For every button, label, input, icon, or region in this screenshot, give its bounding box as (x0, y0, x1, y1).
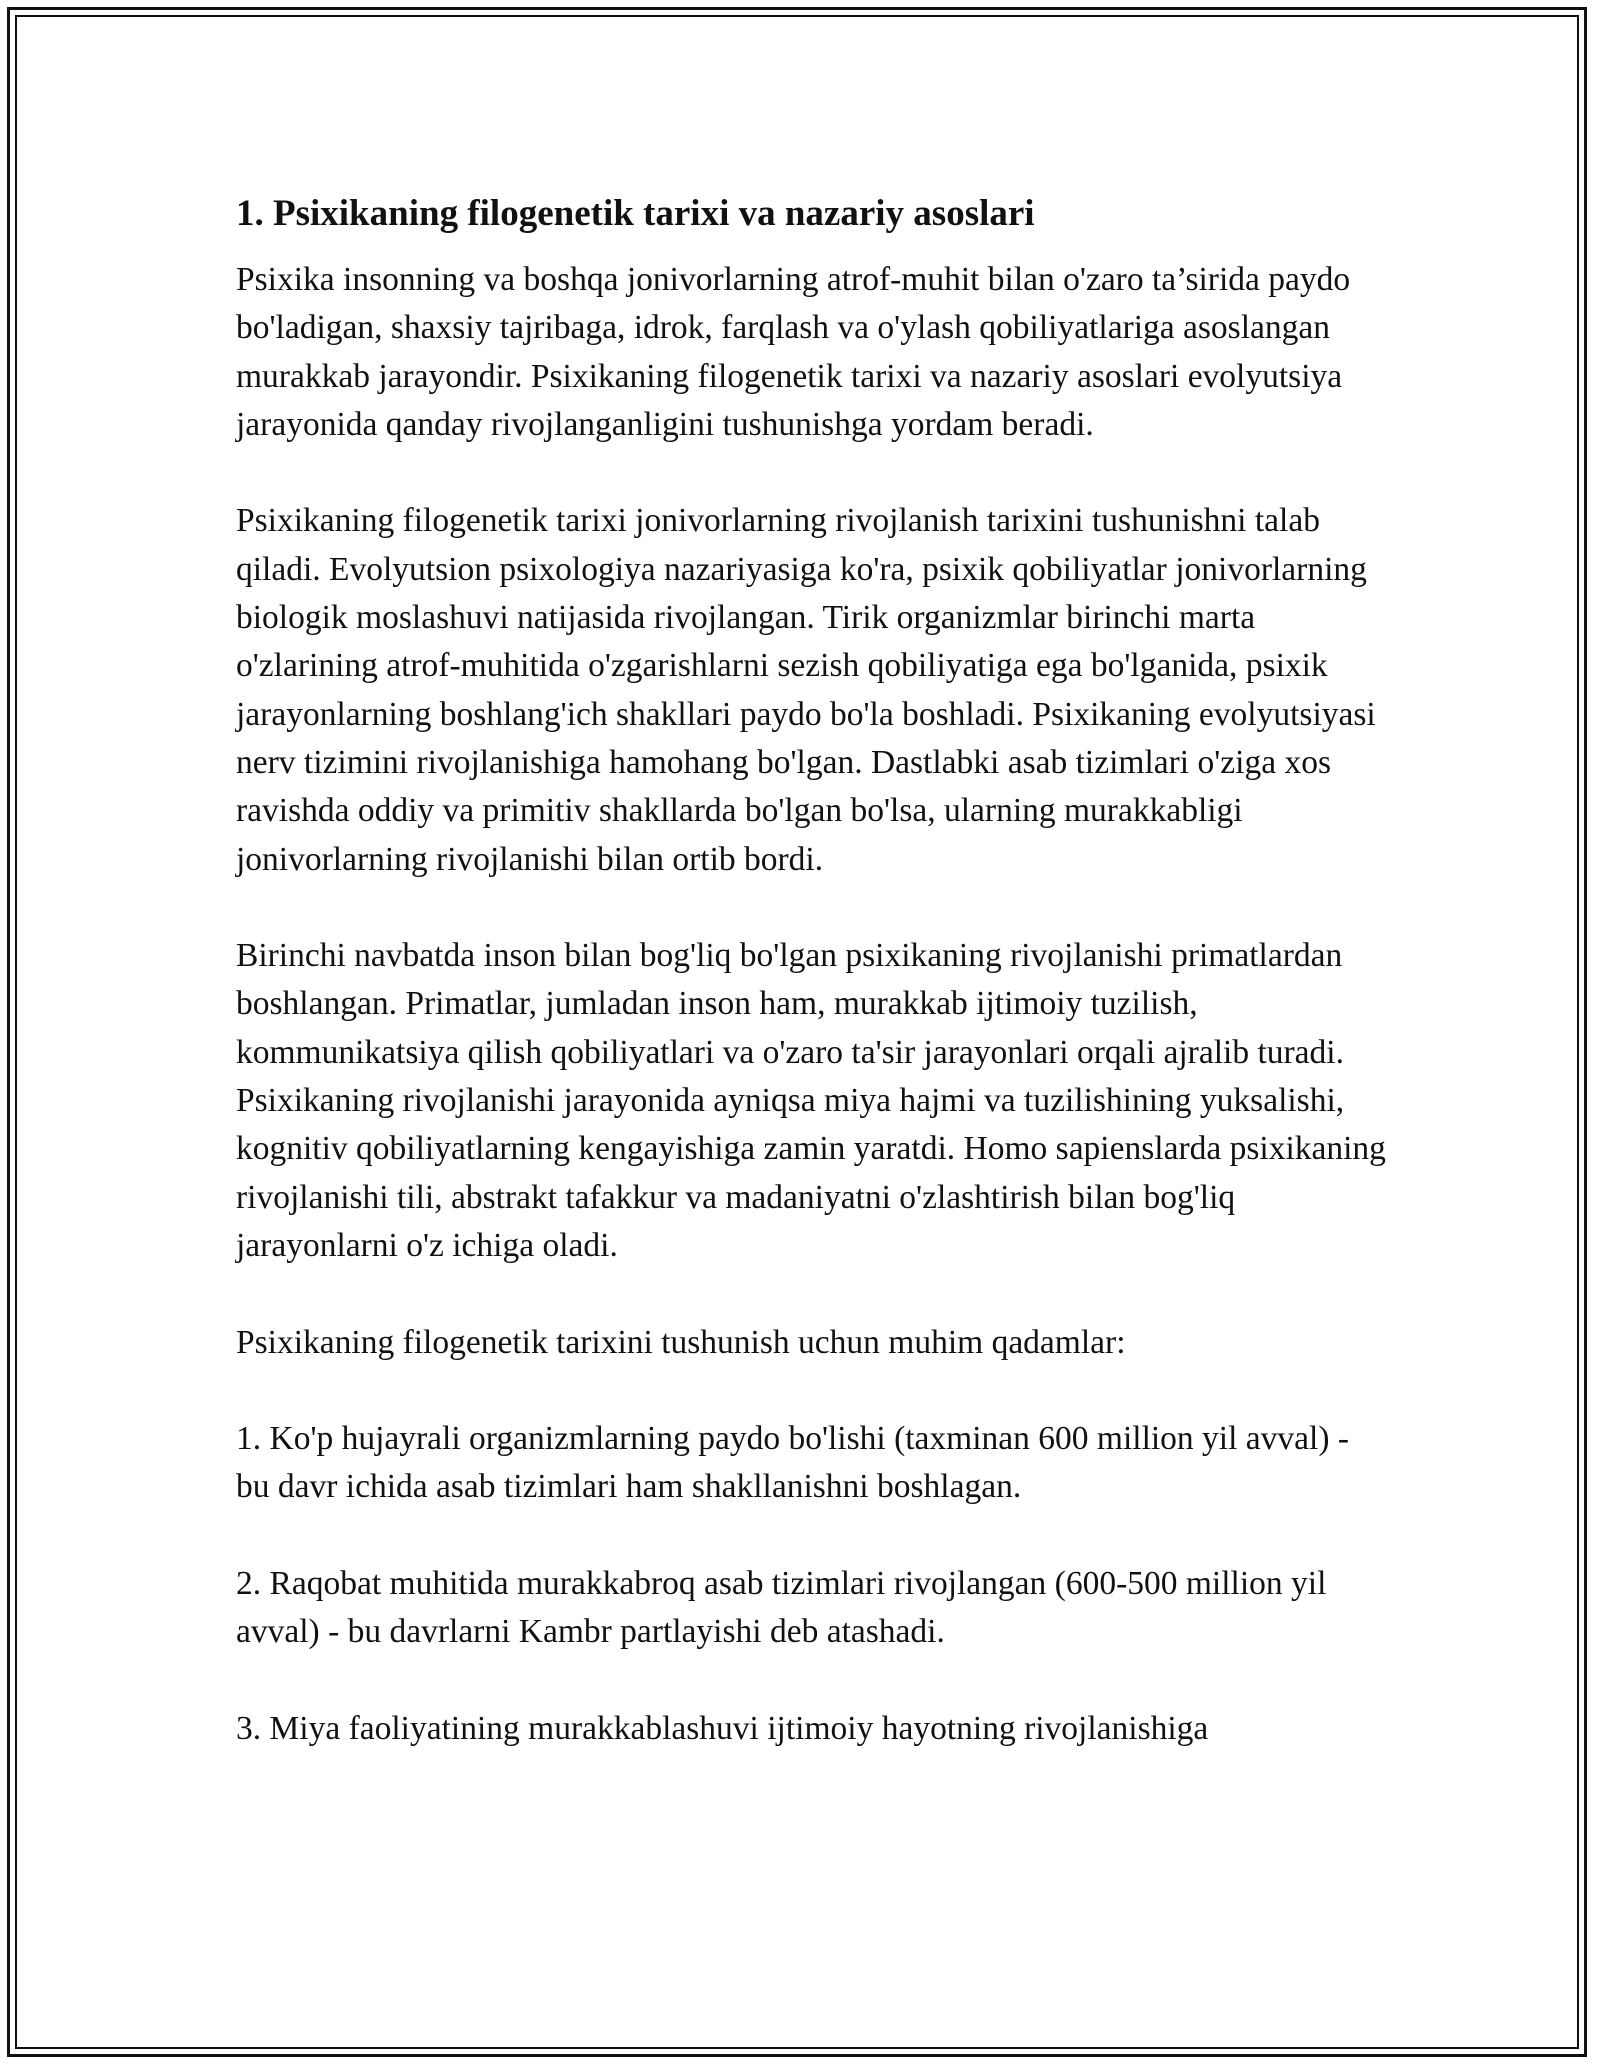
document-body (236, 186, 1386, 1802)
list-item: 1. Ko'p hujayrali organizmlarning paydo bo'lishi (taxminan 600 million yil avval) - bu davr ichida asab tizimlari ham shakllanishni boshlagan. (236, 1420, 1350, 1506)
paragraph-list-intro: Psixikaning filogenetik tarixini tushunish uchun muhim qadamlar: (236, 1323, 1126, 1361)
list-item: 2. Raqobat muhitida murakkabroq asab tizimlari rivojlangan (600-500 million yil avval) - bu davrlarni Kambr partlayishi deb atashadi. (236, 1565, 1327, 1651)
paragraph-phylogenetic-history: Psixikaning filogenetik tarixi jonivorlarning rivojlanish tarixini tushunishni talab qiladi. Evolyutsion psixologiya nazariyasiga ko'ra, psixik qobiliyatlar jonivorlarning biologik moslashuvi natijasida rivojlangan. Tirik organizmlar birinchi marta o'zlarining atrof-muhitida o'zgarishlarni sezish qobiliyatiga ega bo'lganida, psixik jarayonlarning boshlang'ich shakllari paydo bo'la boshladi. Psixikaning evolyutsiyasi nerv tizimini rivojlanishiga hamohang bo'lgan. Dastlabki asab tizimlari o'ziga xos ravishda oddiy va primitiv shakllarda bo'lgan bo'lsa, ularning murakkabligi jonivorlarning rivojlanishi bilan ortib bordi. (236, 502, 1376, 878)
section-heading: 1. Psixikaning filogenetik tarixi va nazariy asoslari (236, 193, 1035, 234)
paragraph-primates: Birinchi navbatda inson bilan bog'liq bo'lgan psixikaning rivojlanishi primatlardan boshlangan. Primatlar, jumladan inson ham, murakkab ijtimoiy tuzilish, kommunikatsiya qilish qobiliyatlari va o'zaro ta'sir jarayonlari orqali ajralib turadi. Psixikaning rivojlanishi jarayonida ayniqsa miya hajmi va tuzilishining yuksalishi, kognitiv qobiliyatlarning kengayishiga zamin yaratdi. Homo sapienslarda psixikaning rivojlanishi tili, abstrakt tafakkur va madaniyatni o'zlashtirish bilan bog'liq jarayonlarni o'z ichiga oladi. (236, 937, 1386, 1264)
list-item: 3. Miya faoliyatining murakkablashuvi ijtimoiy hayotning rivojlanishiga (236, 1709, 1209, 1747)
paragraph-intro: Psixika insonning va boshqa jonivorlarning atrof-muhit bilan o'zaro ta’sirida paydo bo'ladigan, shaxsiy tajribaga, idrok, farqlash va o'ylash qobiliyatlariga asoslangan murakkab jarayondir. Psixikaning filogenetik tarixi va nazariy asoslari evolyutsiya jarayonida qanday rivojlanganligini tushunishga yordam beradi. (236, 261, 1351, 443)
